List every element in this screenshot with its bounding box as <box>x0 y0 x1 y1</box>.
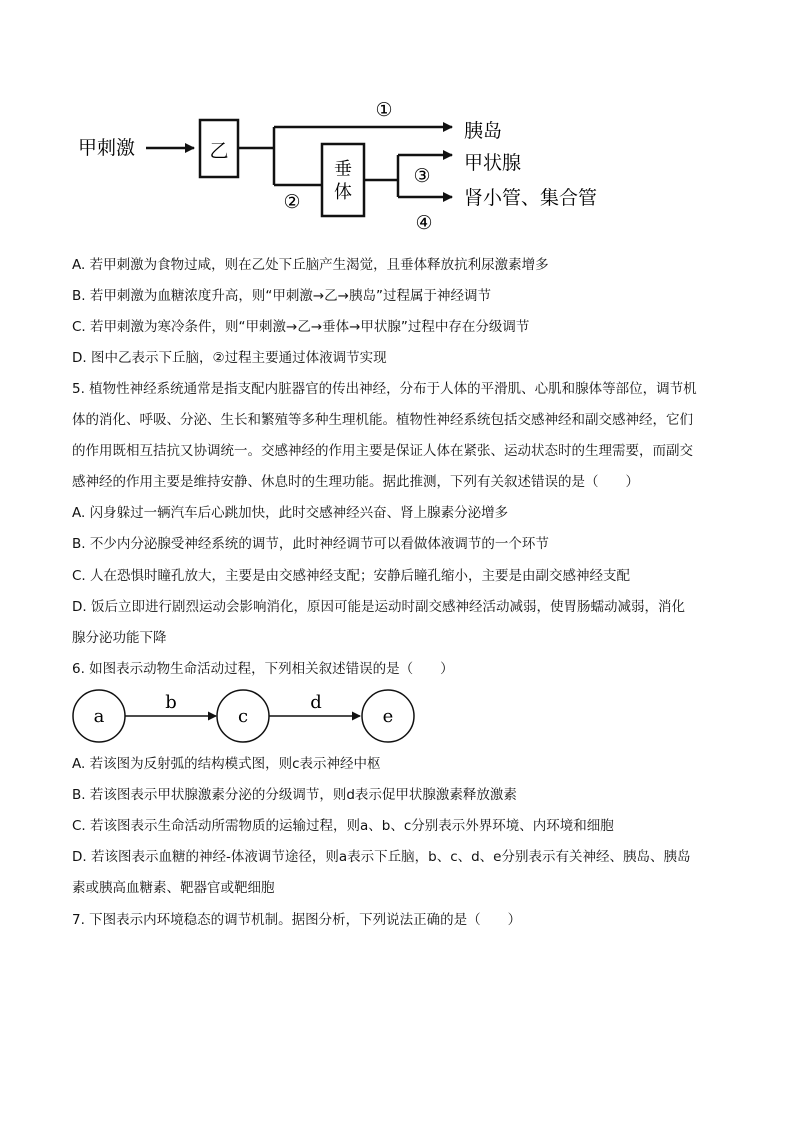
q6-option-a: A. 若该图为反射弧的结构模式图，则c表示神经中枢 <box>72 756 381 772</box>
box-pituitary <box>322 144 364 216</box>
target-pancreas: 胰岛 <box>464 120 503 142</box>
q5-stem-line-3: 的作用既相互拮抗又协调统一。交感神经的作用主要是保证人体在紧张、运动状态时的生理需要，而副交 <box>72 443 693 459</box>
q5-option-d: D. 饭后立即进行剧烈运动会影响消化，原因可能是运动时副交感神经活动减弱，使胃肠蠕动减弱，消化 <box>72 599 685 615</box>
label-2: ② <box>283 191 301 213</box>
q4-option-d: D. 图中乙表示下丘脑，②过程主要通过体液调节实现 <box>72 350 387 366</box>
q4-option-c: C. 若甲刺激为寒冷条件，则“甲刺激→乙→垂体→甲状腺”过程中存在分级调节 <box>72 319 530 335</box>
q4-option-b: B. 若甲刺激为血糖浓度升高，则“甲刺激→乙→胰岛”过程属于神经调节 <box>72 288 491 304</box>
edge-d-label: d <box>310 692 322 713</box>
q6-option-d-cont: 素或胰高血糖素、靶器官或靶细胞 <box>72 880 275 896</box>
q5-option-b: B. 不少内分泌腺受神经系统的调节，此时神经调节可以看做体液调节的一个环节 <box>72 536 549 552</box>
q5-stem-line-2: 体的消化、呼吸、分泌、生长和繁殖等多种生理机能。植物性神经系统包括交感神经和副交感神经，它们 <box>72 412 693 428</box>
edge-b-label: b <box>165 692 177 713</box>
stimulus-label: 甲刺激 <box>78 137 136 159</box>
box-yi-label: 乙 <box>209 140 229 162</box>
target-kidney: 肾小管、集合管 <box>464 187 598 209</box>
box-pituitary-line2: 体 <box>334 182 352 203</box>
label-4: ④ <box>415 212 433 230</box>
q5-option-c: C. 人在恐惧时瞳孔放大，主要是由交感神经支配；安静后瞳孔缩小，主要是由副交感神经支配 <box>72 568 631 584</box>
q5-stem-line-4: 感神经的作用主要是维持安静、休息时的生理功能。据此推测，下列有关叙述错误的是（ ） <box>72 474 639 490</box>
q6-option-c: C. 若该图表示生命活动所需物质的运输过程，则a、b、c分别表示外界环境、内环境和细胞 <box>72 818 614 834</box>
flow-diagram <box>0 688 794 744</box>
q7-stem: 7. 下图表示内环境稳态的调节机制。据图分析，下列说法正确的是（ ） <box>72 912 522 928</box>
q4-option-a: A. 若甲刺激为食物过咸，则在乙处下丘脑产生渴觉，且垂体释放抗利尿激素增多 <box>72 257 549 273</box>
q5-option-d-cont: 腺分泌功能下降 <box>72 630 167 646</box>
q5-stem-line-1: 5. 植物性神经系统通常是指支配内脏器官的传出神经，分布于人体的平滑肌、心肌和腺体等部位，调节机 <box>72 381 697 397</box>
node-c-label: c <box>237 706 249 727</box>
label-1: ① <box>375 99 393 121</box>
target-thyroid: 甲状腺 <box>464 152 522 174</box>
q6-stem: 6. 如图表示动物生命活动过程，下列相关叙述错误的是（ ） <box>72 661 454 677</box>
node-a-label: a <box>93 706 105 727</box>
label-3: ③ <box>413 165 431 187</box>
node-e-label: e <box>382 706 394 727</box>
q5-option-a: A. 闪身躲过一辆汽车后心跳加快，此时交感神经兴奋、肾上腺素分泌增多 <box>72 505 509 521</box>
box-pituitary-line1: 垂 <box>334 159 352 180</box>
pathway-diagram <box>0 0 794 230</box>
q6-option-d: D. 若该图表示血糖的神经-体液调节途径，则a表示下丘脑，b、c、d、e分别表示有关神经、胰岛、胰岛 <box>72 849 691 865</box>
q6-option-b: B. 若该图表示甲状腺激素分泌的分级调节，则d表示促甲状腺激素释放激素 <box>72 787 517 803</box>
